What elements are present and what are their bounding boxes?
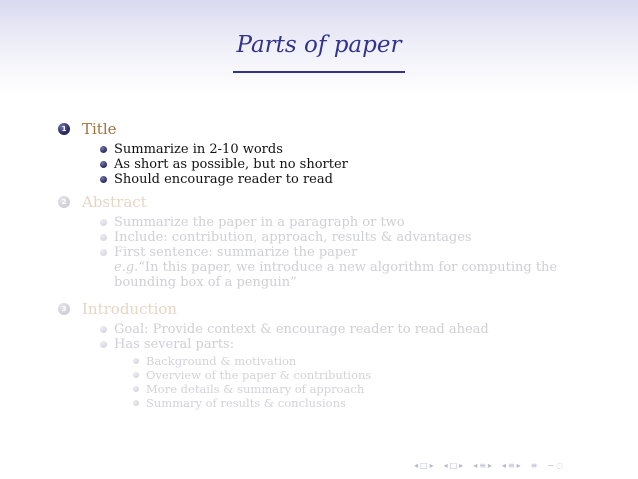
next-subsection-icon[interactable]: ▸ — [459, 461, 464, 470]
bullet-icon — [100, 219, 107, 226]
section-label: Title — [82, 120, 117, 138]
sub-list-item-text: Summary of results & conclusions — [146, 396, 346, 410]
prev-subsection-icon[interactable]: ◂ — [443, 461, 448, 470]
bullet-icon — [133, 400, 139, 406]
subsection-frames-icon[interactable]: □ — [449, 461, 458, 470]
bullet-icon — [100, 234, 107, 241]
list-item-text: Should encourage reader to read — [114, 172, 333, 187]
sub-list-item-text: Background & motivation — [146, 354, 297, 368]
frame-icon[interactable]: □ — [420, 461, 428, 470]
example-text: “In this paper, we introduce a new algorithm for computing the — [138, 260, 558, 275]
next-section-icon[interactable]: ▸ — [487, 461, 492, 470]
title-underline — [233, 71, 405, 73]
back-forward-icon[interactable]: ◌ — [556, 461, 564, 470]
next-part-icon[interactable]: ▸ — [516, 461, 521, 470]
next-frame-icon[interactable]: ▸ — [429, 461, 434, 470]
sub-list-item-text: Overview of the paper & contributions — [146, 368, 372, 382]
prev-frame-icon[interactable]: ◂ — [414, 461, 419, 470]
list-item-text: As short as possible, but no shorter — [114, 157, 348, 172]
bullet-icon — [100, 249, 107, 256]
list-item-text: Summarize in 2-10 words — [114, 142, 283, 157]
bullet-icon — [133, 358, 139, 364]
bullet-icon — [100, 326, 107, 333]
list-item-text: Summarize the paper in a paragraph or two — [114, 215, 405, 230]
bullet-icon — [100, 176, 107, 183]
sub-list-item-text: More details & summary of approach — [146, 382, 365, 396]
prev-part-icon[interactable]: ◂ — [501, 461, 506, 470]
list-item-text: Goal: Provide context & encourage reader to read ahead — [114, 322, 489, 337]
bullet-icon — [100, 161, 107, 168]
part-icon[interactable]: ≡ — [507, 461, 515, 470]
section-number-ball: 2 — [58, 196, 70, 208]
document-icon[interactable]: ≡ — [530, 461, 538, 470]
section-number-ball: 1 — [58, 123, 70, 135]
bullet-icon — [100, 146, 107, 153]
example-prefix: e.g. — [114, 260, 139, 275]
bullet-icon — [100, 341, 107, 348]
section-number-ball: 3 — [58, 303, 70, 315]
navigation-bar — [414, 461, 563, 471]
example-text: bounding box of a penguin” — [114, 275, 297, 290]
list-item-text: First sentence: summarize the paper — [114, 245, 358, 260]
section-icon[interactable]: ≡ — [479, 461, 486, 470]
search-icon[interactable]: ∽ — [547, 461, 555, 470]
list-item-text: Include: contribution, approach, results & advantages — [114, 230, 472, 245]
prev-section-icon[interactable]: ◂ — [473, 461, 478, 470]
section-label: Introduction — [82, 300, 177, 318]
list-item-text: Has several parts: — [114, 337, 235, 352]
section-label: Abstract — [82, 193, 147, 211]
bullet-icon — [133, 372, 139, 378]
bullet-icon — [133, 386, 139, 392]
slide-title: Parts of paper — [236, 32, 402, 58]
